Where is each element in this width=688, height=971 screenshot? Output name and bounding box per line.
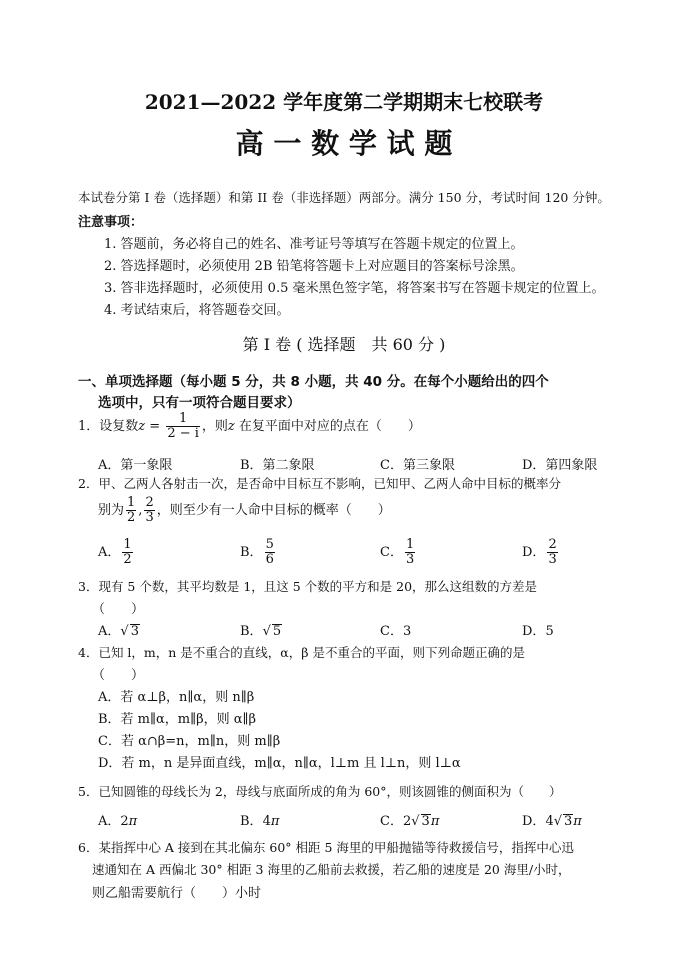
- q6-line2: 速通知在 A 西偏北 30° 相距 3 海里的乙船前去救援，若乙船的速度是 20 海里/小时，: [92, 862, 571, 877]
- q2-option-b-label: B．: [240, 545, 263, 560]
- q4-option-a: A．若 α⊥β，n∥α，则 n∥β: [98, 690, 255, 705]
- q1-post2: 在复平面中对应的点在（ ）: [234, 419, 421, 434]
- q3-option-b-radicand: 5: [272, 624, 282, 639]
- notice-item-4: 4. 考试结束后，将答题卷交回。: [104, 303, 290, 318]
- q3-option-d-label: D．: [522, 624, 546, 639]
- q1-fraction: [166, 412, 200, 440]
- part1-title: 第 I 卷 ( 选择题 共 60 分 ): [242, 335, 446, 354]
- q2-option-c-num: 1: [405, 537, 415, 553]
- q2-option-a-label: A．: [98, 545, 121, 560]
- q3-option-a-label: A．: [98, 624, 121, 639]
- q5-option-a: [98, 810, 137, 829]
- q5-option-b-coef: 4: [262, 814, 271, 829]
- intro-text: 本试卷分第 I 卷（选择题）和第 II 卷（非选择题）两部分。满分 150 分，考试时间 120 分钟。: [78, 190, 610, 205]
- q3-line1: 3．现有 5 个数，其平均数是 1，且这 5 个数的平方和是 20，那么这组数的方差是: [78, 579, 538, 594]
- q2-line1: 2．甲、乙两人各射击一次，是否命中目标互不影响，已知甲、乙两人命中目标的概率分: [78, 476, 561, 491]
- q2-option-d-num: 2: [548, 537, 557, 553]
- question-1: [78, 410, 421, 444]
- q1-var2: z: [227, 419, 235, 434]
- q2-option-c: [380, 535, 417, 571]
- q2-option-b: [240, 535, 277, 571]
- q4-option-d: D．若 m，n 是异面直线，m∥α，n∥α，l⊥m 且 l⊥n，则 l⊥α: [98, 756, 461, 771]
- q1-option-d: D．第四象限: [522, 458, 598, 473]
- q5-line1: 5．已知圆锥的母线长为 2，母线与底面所成的角为 60°，则该圆锥的侧面积为（ ）: [78, 784, 562, 799]
- q5-option-b-label: B．: [240, 814, 263, 829]
- q2-option-d-den: 3: [548, 552, 557, 567]
- q2-option-c-frac: [405, 538, 415, 566]
- q3-option-c-value: 3: [402, 624, 412, 639]
- q5-option-c-label: C．: [380, 814, 403, 829]
- q2-option-a-num: 1: [123, 537, 132, 553]
- q5-option-c-coef: 2: [402, 814, 412, 829]
- q5-option-a-coef: 2: [120, 814, 129, 829]
- q6-line1: 6．某指挥中心 A 接到在其北偏东 60° 相距 5 海里的甲船抛锚等待救援信号，指挥中心迅: [78, 840, 574, 855]
- q2-option-d: [522, 535, 560, 571]
- q5-option-b: [240, 810, 279, 829]
- q5-option-d-label: D．: [522, 814, 546, 829]
- q5-option-b-pi: π: [270, 814, 280, 829]
- q1-frac-num: 1: [166, 412, 200, 427]
- notice-title: 注意事项：: [78, 215, 144, 230]
- q2-option-b-den: 6: [265, 552, 274, 567]
- q3-option-a: A．√ 3: [98, 624, 139, 639]
- q4-line1: 4．已知 l，m，n 是不重合的直线，α，β 是不重合的平面，则下列命题正确的是: [78, 645, 525, 660]
- q2-line2-pre: 别为: [98, 503, 125, 518]
- q3-option-b-label: B．: [240, 624, 263, 639]
- q5-option-d-radicand: 3: [564, 814, 573, 829]
- q2-frac-1-num: 1: [127, 495, 136, 511]
- q2-option-a: [98, 535, 135, 571]
- q5-option-d: D．4√ 3π: [522, 814, 582, 829]
- q1-var: z: [138, 419, 146, 434]
- notice-item-3: 3. 答非选择题时，必须使用 0.5 毫米黑色签字笔，将答案书写在答题卡规定的位置上。: [104, 281, 605, 296]
- q2-option-c-label: C．: [380, 545, 403, 560]
- q1-option-c: C．第三象限: [380, 458, 455, 473]
- q2-frac-1: [126, 496, 136, 524]
- q1-frac-den: 2 − i: [167, 426, 199, 441]
- exam-header-line1: 2021—2022 学年度第二学期期末七校联考: [144, 90, 544, 114]
- section1-line1: 一、单项选择题（每小题 5 分，共 8 小题，共 40 分。在每个小题给出的四个: [78, 374, 549, 390]
- q5-option-a-pi: π: [128, 814, 138, 829]
- q1-prefix: 1．设复数: [78, 419, 139, 434]
- q2-option-c-den: 3: [405, 552, 415, 567]
- q3-option-c-label: C．: [380, 624, 403, 639]
- q2-frac-2-num: 2: [145, 495, 154, 511]
- notice-item-1: 1. 答题前，务必将自己的姓名、准考证号等填写在答题卡规定的位置上。: [104, 237, 524, 252]
- q2-line2: [98, 493, 391, 529]
- exam-title: 高 一 数 学 试 题: [235, 127, 453, 160]
- q3-option-d-value: 5: [545, 624, 554, 639]
- q2-option-a-frac: [122, 538, 132, 566]
- q2-frac-1-den: 2: [127, 510, 136, 525]
- q3-option-a-radicand: 3: [130, 624, 139, 639]
- q2-option-b-frac: [265, 538, 275, 566]
- q3-option-c: [380, 620, 411, 639]
- q2-frac-2: [144, 496, 154, 524]
- q4-option-b: B．若 m∥α，m∥β，则 α∥β: [98, 712, 257, 727]
- section1-line2: 选项中，只有一项符合题目要求）: [98, 395, 301, 411]
- q2-option-d-frac: [547, 538, 557, 566]
- q2-sep: ,: [138, 503, 143, 518]
- q5-option-c-pi: π: [430, 814, 440, 829]
- q3-option-b: B．√ 5: [240, 624, 282, 639]
- q5-option-c: C．2√ 3π: [380, 814, 440, 829]
- q4-option-c: C．若 α∩β=n，m∥n，则 m∥β: [98, 734, 281, 749]
- q3-line2: （ ）: [92, 602, 145, 617]
- q5-option-d-coef: 4: [545, 814, 554, 829]
- q2-frac-2-den: 3: [145, 510, 154, 525]
- q2-option-b-num: 5: [265, 537, 274, 553]
- q2-line2-post: ，则至少有一人命中目标的概率（ ）: [156, 503, 391, 518]
- q1-post: ，则: [201, 419, 228, 434]
- q3-option-d: [522, 620, 554, 639]
- q2-option-a-den: 2: [123, 552, 132, 567]
- q4-line2: （ ）: [92, 668, 145, 683]
- q1-option-a: A．第一象限: [98, 458, 173, 473]
- q5-option-d-pi: π: [573, 814, 582, 829]
- q5-option-c-radicand: 3: [421, 814, 430, 829]
- q1-eq: =: [145, 419, 165, 434]
- notice-item-2: 2. 答选择题时，必须使用 2B 铅笔将答题卡上对应题目的答案标号涂黑。: [104, 259, 524, 274]
- q6-line3: 则乙船需要航行（ ）小时: [92, 886, 262, 901]
- q2-option-d-label: D．: [522, 545, 546, 560]
- q5-option-a-label: A．: [98, 814, 121, 829]
- q1-option-b: B．第二象限: [240, 458, 315, 473]
